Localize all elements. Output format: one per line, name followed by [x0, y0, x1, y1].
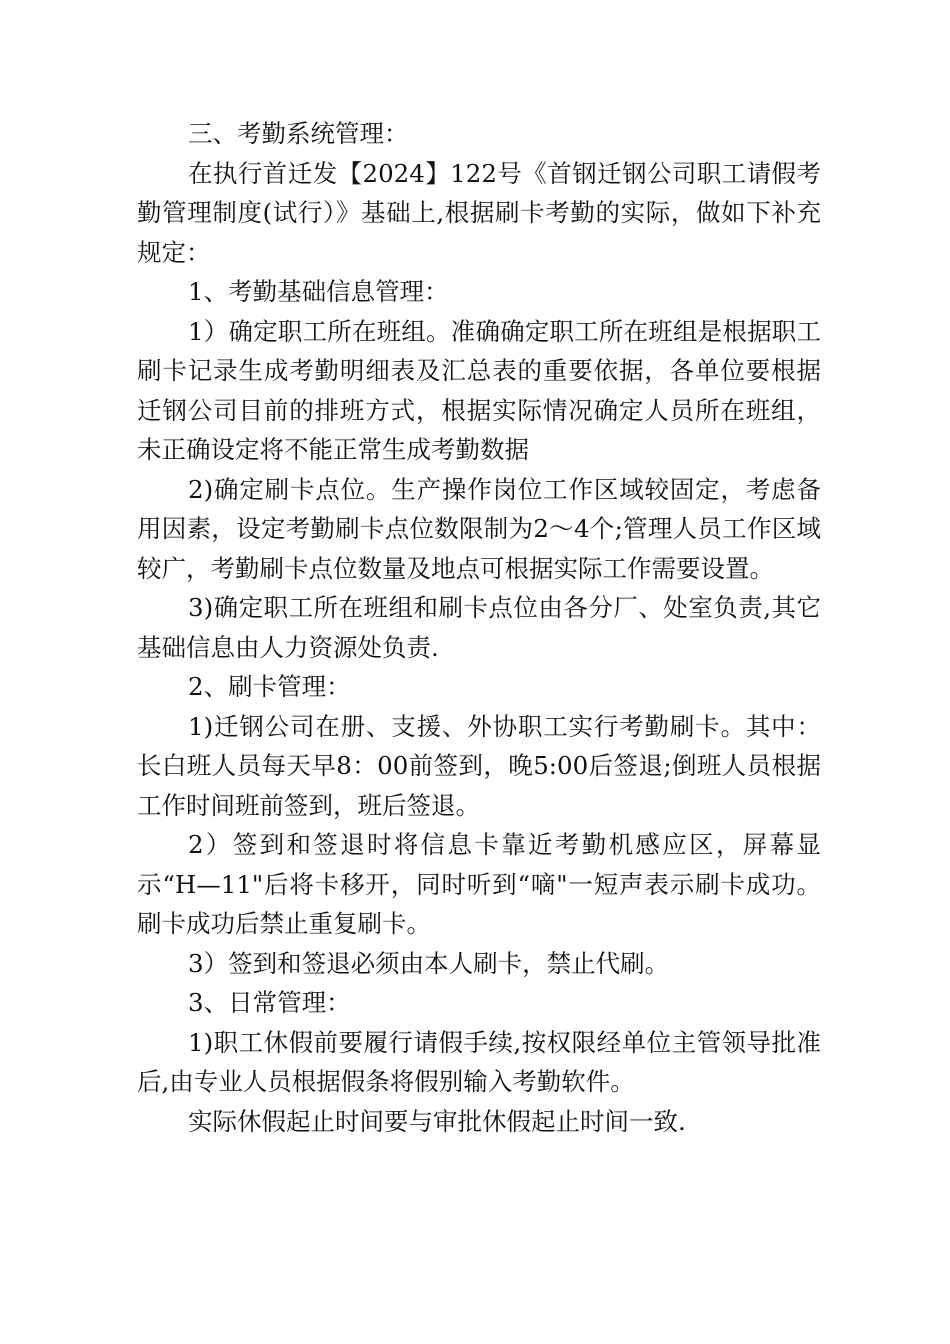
- subsection-heading-2: 2、刷卡管理：: [188, 672, 351, 701]
- paragraph-2-3: 3）签到和签退必须由本人刷卡，禁止代刷。: [188, 948, 670, 978]
- paragraph-2-1: 1)迁钢公司在册、支援、外协职工实行考勤刷卡。其中：长白班人员每天早8：00前签到，晚5:00后签退;倒班人员根据工作时间班前签到，班后签退。: [137, 711, 821, 820]
- subsection-heading-3: 3、日常管理：: [188, 988, 351, 1017]
- paragraph-1-2: 2)确定刷卡点位。生产操作岗位工作区域较固定，考虑备用因素，设定考勤刷卡点位数限制为2～4个;管理人员工作区域较广，考勤刷卡点位数量及地点可根据实际工作需要设置。: [137, 474, 821, 583]
- paragraph-3-2: 实际休假起止时间要与审批休假起止时间一致.: [188, 1106, 686, 1136]
- paragraph-3-1: 1)职工休假前要履行请假手续,按权限经单位主管领导批准后,由专业人员根据假条将假别输入考勤软件。: [137, 1027, 821, 1096]
- subsection-heading-1: 1、考勤基础信息管理：: [188, 277, 449, 306]
- paragraph-1-1: 1）确定职工所在班组。准确确定职工所在班组是根据职工刷卡记录生成考勤明细表及汇总表的重要依据，各单位要根据迁钢公司目前的排班方式，根据实际情况确定人员所在班组，未正确设定将不能正常生成考勤数据: [137, 316, 821, 464]
- intro-paragraph: 在执行首迁发【2024】122号《首钢迁钢公司职工请假考勤管理制度(试行）》基础上,根据刷卡考勤的实际，做如下补充规定：: [137, 158, 821, 267]
- paragraph-1-3: 3)确定职工所在班组和刷卡点位由各分厂、处室负责,其它基础信息由人力资源处负责.: [137, 593, 821, 662]
- section-heading: 三、考勤系统管理：: [188, 119, 409, 148]
- paragraph-2-2: 2）签到和签退时将信息卡靠近考勤机感应区，屏幕显示“H—11"后将卡移开，同时听到“嘀"一短声表示刷卡成功。刷卡成功后禁止重复刷卡。: [137, 830, 821, 938]
- document-body: [137, 114, 821, 1141]
